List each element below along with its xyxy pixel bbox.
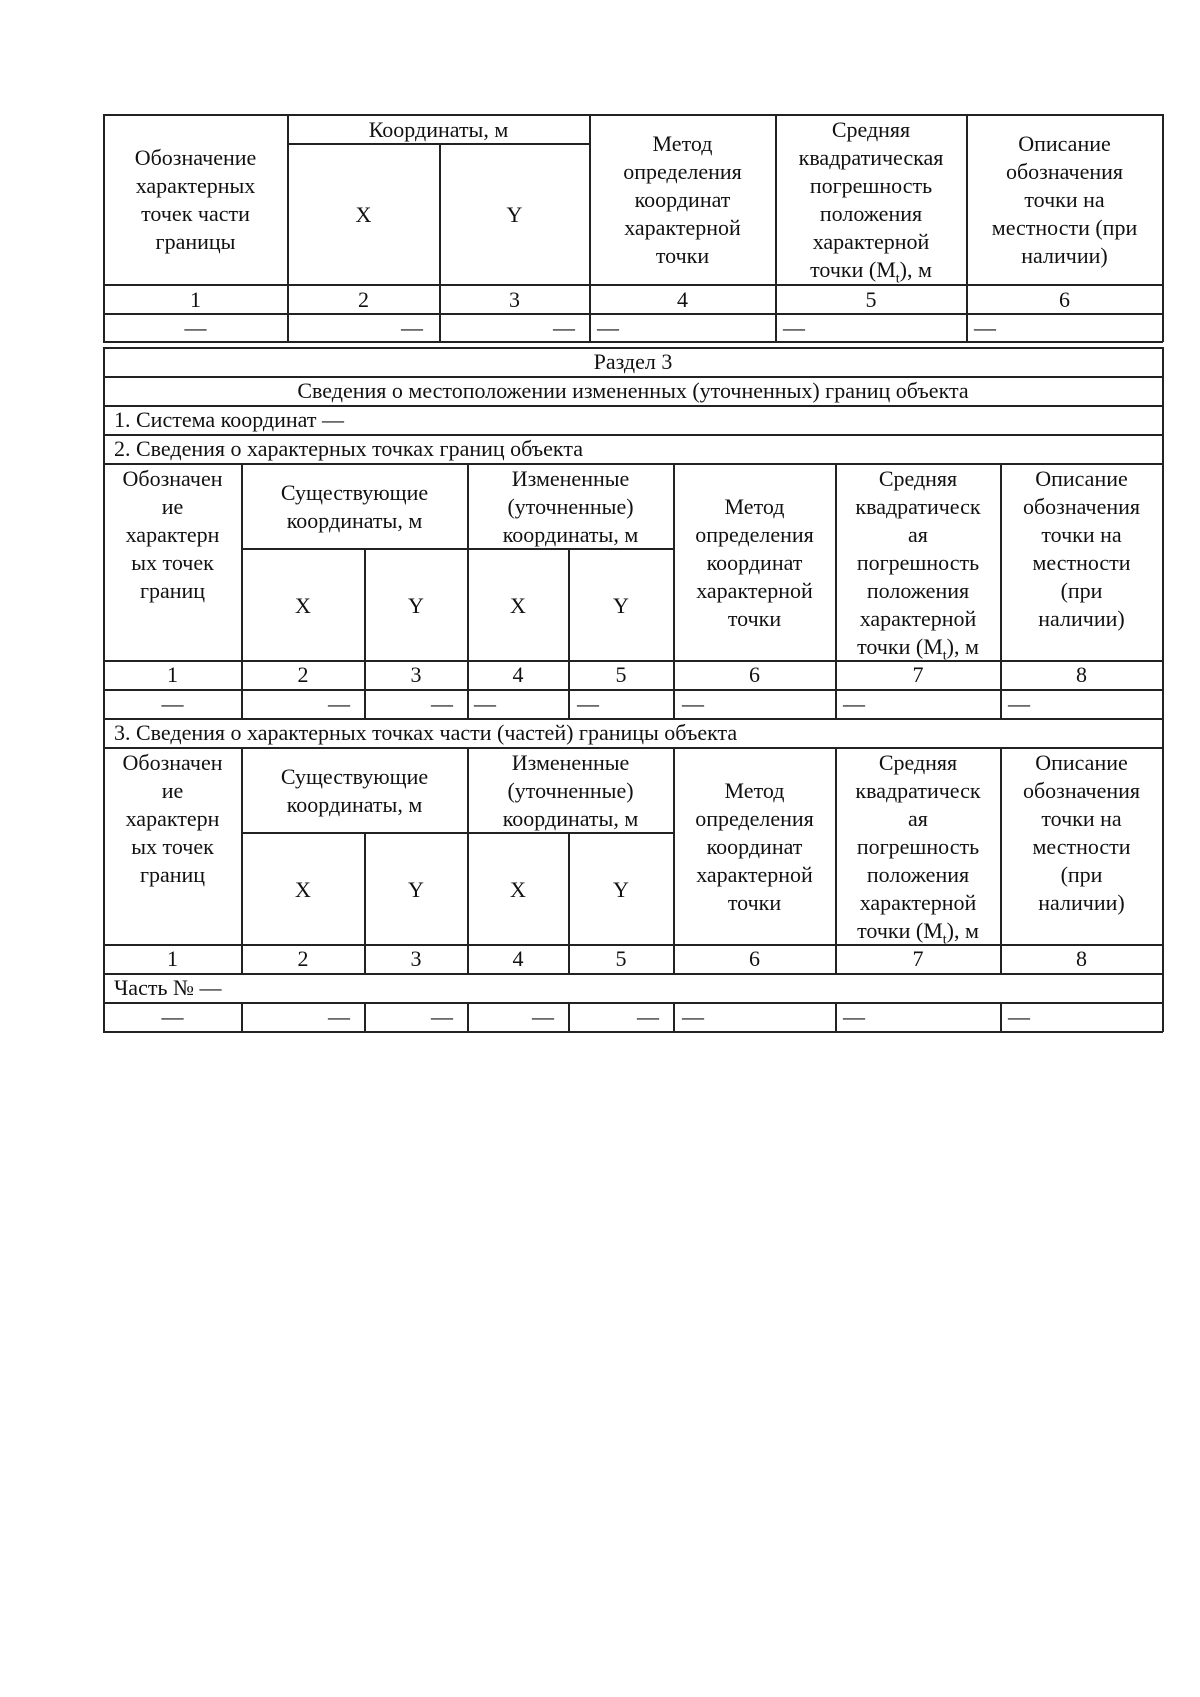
- col-header-description: Описание обозначения точки на местности (при наличии): [991, 131, 1138, 268]
- table-cell: —: [843, 1004, 865, 1029]
- col-header-point-designation: Обозначение характерных точек части границы: [134, 145, 257, 254]
- table-cell: —: [974, 315, 996, 340]
- table-cell: —: [1008, 691, 1030, 716]
- section-title: Раздел 3: [593, 349, 673, 374]
- col-header-x: X: [295, 593, 311, 618]
- col-number: 8: [1076, 946, 1087, 971]
- col-header-point-designation: Обозначен ие характерн ых точек границ: [122, 466, 223, 603]
- table-cell: —: [783, 315, 805, 340]
- table-cell: —: [474, 691, 496, 716]
- table-cell: —: [1008, 1004, 1030, 1029]
- col-header-changed-coordinates: Измененные (уточненные) координаты, м: [502, 750, 639, 831]
- col-header-y: Y: [613, 593, 629, 618]
- col-header-x: X: [355, 202, 372, 227]
- col-number: 1: [167, 662, 178, 687]
- col-number: 6: [749, 662, 760, 687]
- table-cell: —: [431, 1004, 453, 1029]
- coordinate-system: 1. Система координат —: [114, 407, 344, 432]
- col-number: 3: [509, 287, 520, 312]
- error-header-unit: точки $(M_t)$, м: [857, 918, 979, 948]
- error-header-text: Средняя квадратическая погрешность положения характерной: [798, 117, 944, 254]
- table-cell: —: [532, 1004, 554, 1029]
- table-cell: —: [328, 691, 350, 716]
- col-number: 2: [297, 946, 309, 971]
- table-cell: —: [682, 691, 704, 716]
- col-number: 7: [912, 662, 924, 687]
- col-header-description: Описание обозначения точки на местности (при наличии): [1022, 750, 1141, 915]
- col-number: 3: [410, 946, 422, 971]
- col-header-existing-coordinates: Существующие координаты, м: [280, 764, 429, 817]
- table-cell: —: [597, 315, 619, 340]
- col-number: 5: [865, 287, 877, 312]
- col-header-y: Y: [408, 593, 424, 618]
- section-subtitle: Сведения о местоположении измененных (уточненных) границ объекта: [297, 378, 969, 403]
- col-header-y: Y: [408, 877, 424, 902]
- col-number: 4: [512, 946, 524, 971]
- col-header-coordinates: Координаты, м: [368, 117, 509, 142]
- table-cell: —: [843, 691, 865, 716]
- table-cell: —: [184, 315, 207, 340]
- col-number: 2: [358, 287, 369, 312]
- table-cell: —: [401, 315, 423, 340]
- col-header-method: Метод определения координат характерной точки: [695, 778, 814, 915]
- col-header-y: Y: [613, 877, 629, 902]
- col-header-mean-square-error: [776, 116, 966, 293]
- col-header-mean-square-error: [836, 465, 1000, 670]
- table-cell: —: [431, 691, 453, 716]
- col-header-x: X: [295, 877, 311, 902]
- col-header-x: X: [510, 593, 526, 618]
- col-header-method: Метод определения координат характерной точки: [695, 494, 814, 631]
- table-cell: —: [682, 1004, 704, 1029]
- col-header-existing-coordinates: Существующие координаты, м: [280, 480, 429, 533]
- part-label: Часть № —: [114, 975, 222, 1000]
- error-header-text: Средняя квадратическ ая погрешность положения характерной: [855, 750, 981, 915]
- col-number: 6: [1059, 287, 1070, 312]
- col-header-description: Описание обозначения точки на местности (при наличии): [1022, 466, 1141, 631]
- table-cell: —: [637, 1004, 659, 1029]
- col-header-method: Метод определения координат характерной точки: [623, 131, 742, 268]
- col-number: 1: [167, 946, 178, 971]
- points-section-title: 2. Сведения о характерных точках границ объекта: [114, 436, 583, 461]
- col-number: 4: [512, 662, 524, 687]
- col-header-mean-square-error: [836, 749, 1000, 954]
- table-cell: —: [553, 315, 575, 340]
- part-points-section-title: 3. Сведения о характерных точках части (частей) границы объекта: [114, 720, 738, 745]
- col-number: 1: [190, 287, 201, 312]
- table-cell: —: [577, 691, 599, 716]
- col-number: 5: [615, 662, 627, 687]
- col-header-changed-coordinates: Измененные (уточненные) координаты, м: [502, 466, 639, 547]
- error-header-unit: точки $(M_t)$, м: [857, 634, 979, 664]
- error-header-text: Средняя квадратическ ая погрешность положения характерной: [855, 466, 981, 631]
- error-header-unit: точки $(M_t)$, м: [810, 257, 932, 287]
- table-cell: —: [161, 1004, 184, 1029]
- col-header-x: X: [510, 877, 526, 902]
- col-header-y: Y: [506, 202, 523, 227]
- col-number: 2: [297, 662, 309, 687]
- col-number: 7: [912, 946, 924, 971]
- col-number: 5: [615, 946, 627, 971]
- col-number: 8: [1076, 662, 1087, 687]
- col-number: 4: [677, 287, 688, 312]
- table-cell: —: [161, 691, 184, 716]
- table-cell: —: [328, 1004, 350, 1029]
- col-number: 3: [410, 662, 422, 687]
- col-number: 6: [749, 946, 760, 971]
- col-header-point-designation: Обозначен ие характерн ых точек границ: [122, 750, 223, 887]
